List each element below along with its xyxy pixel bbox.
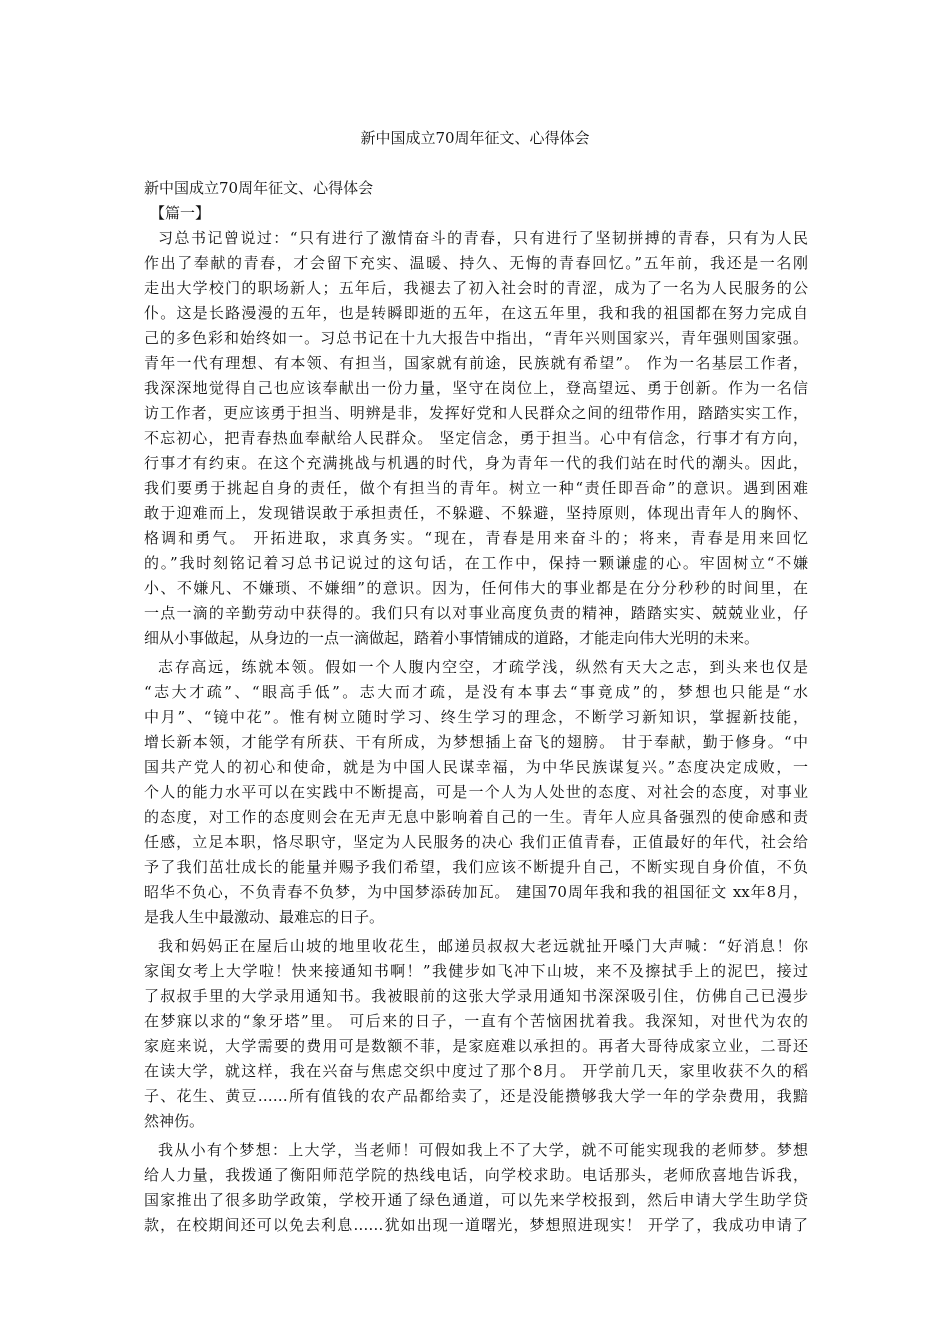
paragraph: [144, 655, 808, 930]
paragraph-line: 一点一滴的辛勤劳动中获得的。我们只有以对事业高度负责的精神，踏踏实实、兢兢业业，仔: [144, 604, 808, 622]
section-label: 【篇一】: [150, 204, 211, 222]
paragraph-line: 我深深地觉得自己也应该奉献出一份力量，坚守在岗位上，登高望远、勇于创新。作为一名信: [144, 379, 808, 397]
document-title: 新中国成立70周年征文、心得体会: [360, 129, 590, 147]
paragraph-line: 在梦寐以求的“象牙塔”里。 可后来的日子，一直有个苦恼困扰着我。我深知，对世代为农的: [144, 1012, 808, 1030]
paragraph-line: 昭华不负心，不负青春不负梦，为中国梦添砖加瓦。 建国70周年我和我的祖国征文 xx年8月，: [144, 883, 808, 901]
paragraph-line: 我们要勇于挑起自身的责任，做个有担当的青年。树立一种“责任即吾命”的意识。遇到困难: [144, 479, 808, 497]
paragraph-line: 予了我们茁壮成长的能量并赐予我们希望，我们应该不断提升自己，不断实现自身价值，不负: [144, 858, 808, 876]
paragraph-line: 志存高远，练就本领。假如一个人腹内空空，才疏学浅，纵然有天大之志，到头来也仅是: [158, 658, 808, 676]
paragraph-line: 家庭来说，大学需要的费用可是数额不菲，是家庭难以承担的。再者大哥待成家立业，二哥还: [144, 1037, 808, 1055]
paragraph-line: 子、花生、黄豆……所有值钱的农产品都给卖了，还是没能攒够我大学一年的学杂费用，我黯: [144, 1087, 808, 1105]
paragraph-line: “志大才疏”、“眼高手低”。志大而才疏，是没有本事去“事竟成”的，梦想也只能是“水: [144, 683, 808, 701]
paragraph-line: 中月”、“镜中花”。惟有树立随时学习、终生学习的理念，不断学习新知识，掌握新技能，: [144, 708, 808, 726]
paragraph-line: 款，在校期间还可以免去利息……犹如出现一道曙光，梦想照进现实！ 开学了，我成功申请了: [144, 1216, 808, 1234]
paragraph-line: 任感，立足本职，恪尽职守，坚定为人民服务的决心 我们正值青春，正值最好的年代，社会给: [144, 833, 808, 851]
paragraph-line: 在读大学，就这样，我在兴奋与焦虑交织中度过了那个8月。 开学前几天，家里收获不久的稻: [144, 1062, 808, 1080]
paragraph-line: 增长新本领，才能学有所获、干有所成，为梦想插上奋飞的翅膀。 甘于奉献，勤于修身。“中: [144, 733, 808, 751]
paragraph-line: 己的多色彩和始终如一。习总书记在十九大报告中指出，“青年兴则国家兴，青年强则国家强。: [144, 329, 808, 347]
paragraph-line: 行事才有约束。在这个充满挑战与机遇的时代，身为青年一代的我们站在时代的潮头。因此，: [144, 454, 808, 472]
paragraph-line: 格调和勇气。 开拓进取，求真务实。“现在，青春是用来奋斗的；将来，青春是用来回忆: [144, 529, 808, 547]
paragraph: [144, 934, 808, 1134]
paragraph-line: 作出了奉献的青春，才会留下充实、温暖、持久、无悔的青春回忆。”五年前，我还是一名刚: [144, 254, 808, 272]
paragraph-list: [144, 226, 808, 1238]
paragraph: [144, 1138, 808, 1238]
paragraph-line: 青年一代有理想、有本领、有担当，国家就有前途，民族就有希望”。 作为一名基层工作者，: [144, 354, 808, 372]
paragraph-line: 不忘初心，把青春热血奉献给人民群众。 坚定信念，勇于担当。心中有信念，行事才有方向，: [144, 429, 808, 447]
document-subtitle: 新中国成立70周年征文、心得体会: [144, 179, 374, 197]
paragraph-line: 是我人生中最激动、最难忘的日子。: [144, 908, 385, 926]
paragraph-line: 然神伤。: [144, 1112, 205, 1130]
paragraph-line: 访工作者，更应该勇于担当、明辨是非，发挥好党和人民群众之间的纽带作用，踏踏实实工作，: [144, 404, 808, 422]
paragraph-line: 国家推出了很多助学政策，学校开通了绿色通道，可以先来学校报到，然后申请大学生助学贷: [144, 1191, 808, 1209]
paragraph-line: 个人的能力水平可以在实践中不断提高，可是一个人为人处世的态度、对社会的态度，对事业: [144, 783, 808, 801]
paragraph-line: 家闺女考上大学啦！快来接通知书啊！”我健步如飞冲下山坡，来不及擦拭手上的泥巴，接过: [144, 962, 808, 980]
paragraph: [144, 226, 808, 651]
paragraph-line: 我从小有个梦想：上大学，当老师！可假如我上不了大学，就不可能实现我的老师梦。梦想: [158, 1141, 808, 1159]
paragraph-line: 的态度，对工作的态度则会在无声无息中影响着自己的一生。青年人应具备强烈的使命感和责: [144, 808, 808, 826]
document-body: [144, 176, 808, 1238]
paragraph-line: 了叔叔手里的大学录用通知书。我被眼前的这张大学录用通知书深深吸引住，仿佛自己已漫步: [144, 987, 808, 1005]
paragraph-line: 敢于迎难而上，发现错误敢于承担责任，不躲避、不躲避，坚持原则，体现出青年人的胸怀、: [144, 504, 808, 522]
paragraph-line: 给人力量，我拨通了衡阳师范学院的热线电话，向学校求助。电话那头，老师欣喜地告诉我，: [144, 1166, 808, 1184]
paragraph-line: 国共产党人的初心和使命，就是为中国人民谋幸福，为中华民族谋复兴。”态度决定成败，一: [144, 758, 808, 776]
paragraph-line: 的。”我时刻铭记着习总书记说过的这句话，在工作中，保持一颗谦虚的心。牢固树立“不嫌: [144, 554, 808, 572]
paragraph-line: 习总书记曾说过：“只有进行了激情奋斗的青春，只有进行了坚韧拼搏的青春，只有为人民: [158, 229, 808, 247]
paragraph-line: 细从小事做起，从身边的一点一滴做起，踏着小事情铺成的道路，才能走向伟大光明的未来。: [144, 629, 760, 647]
paragraph-line: 小、不嫌凡、不嫌琐、不嫌细”的意识。因为，任何伟大的事业都是在分分秒秒的时间里，在: [144, 579, 808, 597]
paragraph-line: 我和妈妈正在屋后山坡的地里收花生，邮递员叔叔大老远就扯开嗓门大声喊：“好消息！你: [158, 937, 808, 955]
paragraph-line: 走出大学校门的职场新人；五年后，我褪去了初入社会时的青涩，成为了一名为人民服务的公: [144, 279, 808, 297]
paragraph-line: 仆。这是长路漫漫的五年，也是转瞬即逝的五年，在这五年里，我和我的祖国都在努力完成自: [144, 304, 808, 322]
